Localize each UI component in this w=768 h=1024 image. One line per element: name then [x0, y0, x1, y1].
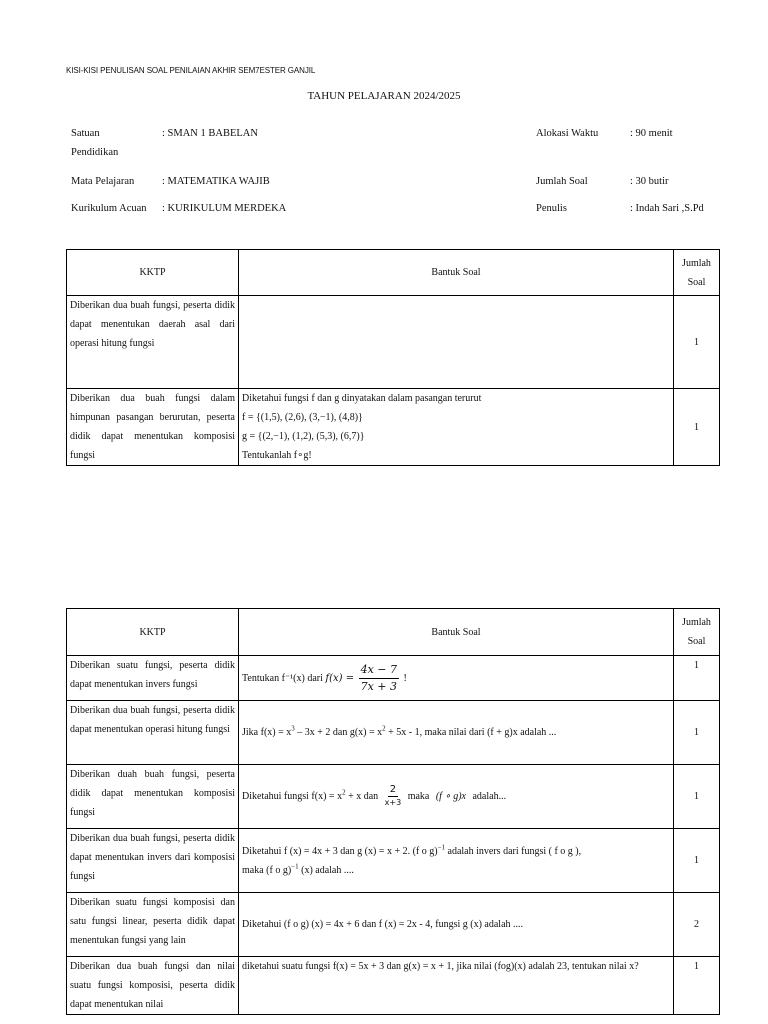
info-label: Mata Pelajaran [71, 176, 135, 187]
jumlah-cell: 1 [674, 765, 720, 829]
jumlah-cell: 1 [674, 829, 720, 893]
question-text: + 5x - 1, maka nilai dari (f + g)x adalah ... [385, 727, 557, 738]
question-text: maka [407, 790, 430, 802]
table-row [67, 389, 720, 466]
question-line: Tentukanlah f∘g! [242, 450, 312, 461]
table-row [67, 296, 720, 389]
question-cell [239, 829, 674, 893]
question-cell: diketahui suatu fungsi f(x) = 5x + 3 dan g(x) = x + 1, jika nilai (fog)(x) adalah 23, tentukan nilai x? [239, 957, 674, 1015]
academic-year: TAHUN PELAJARAN 2024/2025 [307, 90, 461, 102]
header-jumlah-soal: Jumlah Soal [674, 609, 720, 656]
question-line: f = {(1,5), (2,6), (3,−1), (4,8)} [242, 412, 363, 423]
header-kktp: KKTP [67, 609, 239, 656]
info-label: Satuan Pendidikan [71, 128, 119, 158]
question-text: ! [403, 672, 407, 684]
question-cell [239, 389, 674, 466]
document-title: KISI-KISI PENULISAN SOAL PENILAIAN AKHIR SEM7ESTER GANJIL [66, 66, 316, 75]
kisi-table-1 [66, 249, 720, 466]
fraction-numerator: 4x − 7 [359, 662, 399, 679]
table-row [67, 656, 720, 701]
question-text: + x dan [345, 790, 379, 802]
question-text: Diketahui fungsi f(x) = x [242, 790, 343, 802]
table-row [67, 893, 720, 957]
table-header-row [67, 609, 720, 656]
jumlah-cell: 1 [674, 701, 720, 765]
table-row [67, 701, 720, 765]
info-value: : 90 menit [630, 128, 673, 139]
question-line: g = {(2,−1), (1,2), (5,3), (6,7)} [242, 431, 365, 442]
question-text: (x) adalah .... [298, 864, 354, 876]
question-text: – 3x + 2 dan g(x) = x [294, 727, 383, 738]
exponent: 2 [342, 788, 346, 797]
info-label: Penulis [536, 203, 567, 214]
fraction-denominator: 7x + 3 [360, 679, 398, 693]
function-lhs: f(x) = [325, 672, 355, 684]
jumlah-cell: 1 [674, 957, 720, 1015]
jumlah-cell: 1 [674, 296, 720, 389]
fraction-numerator: 2 [389, 784, 397, 795]
question-text: Jika f(x) = x [242, 727, 292, 738]
question-line [242, 861, 670, 880]
header-bantuk-soal: Bantuk Soal [239, 250, 674, 296]
question-text: adalah... [472, 790, 507, 802]
question-text: Tentukan f⁻¹(x) dari [242, 672, 323, 684]
header-kktp: KKTP [67, 250, 239, 296]
question-line: Diketahui fungsi f dan g dinyatakan dalam pasangan terurut [242, 393, 482, 404]
info-label: Jumlah Soal [536, 176, 588, 187]
question-text: Diketahui f (x) = 4x + 3 dan g (x) = x + 2. (f o g) [242, 845, 438, 857]
kktp-cell: Diberikan suatu fungsi, peserta didik dapat menentukan invers fungsi [67, 656, 239, 701]
fraction-denominator: x+3 [384, 798, 402, 807]
info-value: : SMAN 1 BABELAN [162, 128, 258, 139]
table-header-row [67, 250, 720, 296]
fraction [383, 784, 404, 809]
jumlah-cell: 1 [674, 656, 720, 701]
question-text: adalah invers dari fungsi ( f o g ), [445, 845, 582, 857]
kktp-cell: Diberikan suatu fungsi komposisi dan satu fungsi linear, peserta didik dapat menentukan fungsi yang lain [67, 893, 239, 957]
info-value: : Indah Sari ,S.Pd [630, 203, 704, 214]
kktp-cell: Diberikan dua buah fungsi dalam himpunan pasangan berurutan, peserta didik dapat menentukan komposisi fungsi [67, 389, 239, 466]
kktp-cell: Diberikan duah buah fungsi, peserta didik dapat menentukan komposisi fungsi [67, 765, 239, 829]
exponent: −1 [291, 862, 299, 871]
info-value: : 30 butir [630, 176, 669, 187]
question-line [242, 842, 670, 861]
question-text: maka (f o g) [242, 864, 292, 876]
table-row [67, 765, 720, 829]
info-label: Kurikulum Acuan [71, 203, 147, 214]
kktp-cell: Diberikan dua buah fungsi, peserta didik dapat menentukan invers dari komposisi fungsi [67, 829, 239, 893]
kktp-cell: Diberikan dua buah fungsi, peserta didik dapat menentukan operasi hitung fungsi [67, 701, 239, 765]
fraction [359, 662, 399, 695]
header-bantuk-soal: Bantuk Soal [239, 609, 674, 656]
kktp-cell: Diberikan dua buah fungsi, peserta didik dapat menentukan daerah asal dari operasi hitung fungsi [67, 296, 239, 389]
header-jumlah-soal: Jumlah Soal [674, 250, 720, 296]
jumlah-cell: 1 [674, 389, 720, 466]
info-label: Alokasi Waktu [536, 128, 599, 139]
question-cell [239, 656, 674, 701]
exponent: 3 [291, 724, 295, 733]
exponent: −1 [437, 843, 446, 852]
table-row [67, 957, 720, 1015]
composition-expr: (f ∘ g)x [435, 790, 466, 802]
exponent: 2 [382, 724, 386, 733]
question-cell [239, 296, 674, 389]
kktp-cell: Diberikan dua buah fungsi dan nilai suatu fungsi komposisi, peserta didik dapat menentukan nilai [67, 957, 239, 1015]
question-cell: Diketahui (f o g) (x) = 4x + 6 dan f (x) = 2x - 4, fungsi g (x) adalah .... [239, 893, 674, 957]
kisi-table-2 [66, 608, 720, 1015]
question-cell [239, 701, 674, 765]
info-value: : MATEMATIKA WAJIB [162, 176, 270, 187]
table-row [67, 829, 720, 893]
jumlah-cell: 2 [674, 893, 720, 957]
question-cell [239, 765, 674, 829]
info-value: : KURIKULUM MERDEKA [162, 203, 287, 214]
